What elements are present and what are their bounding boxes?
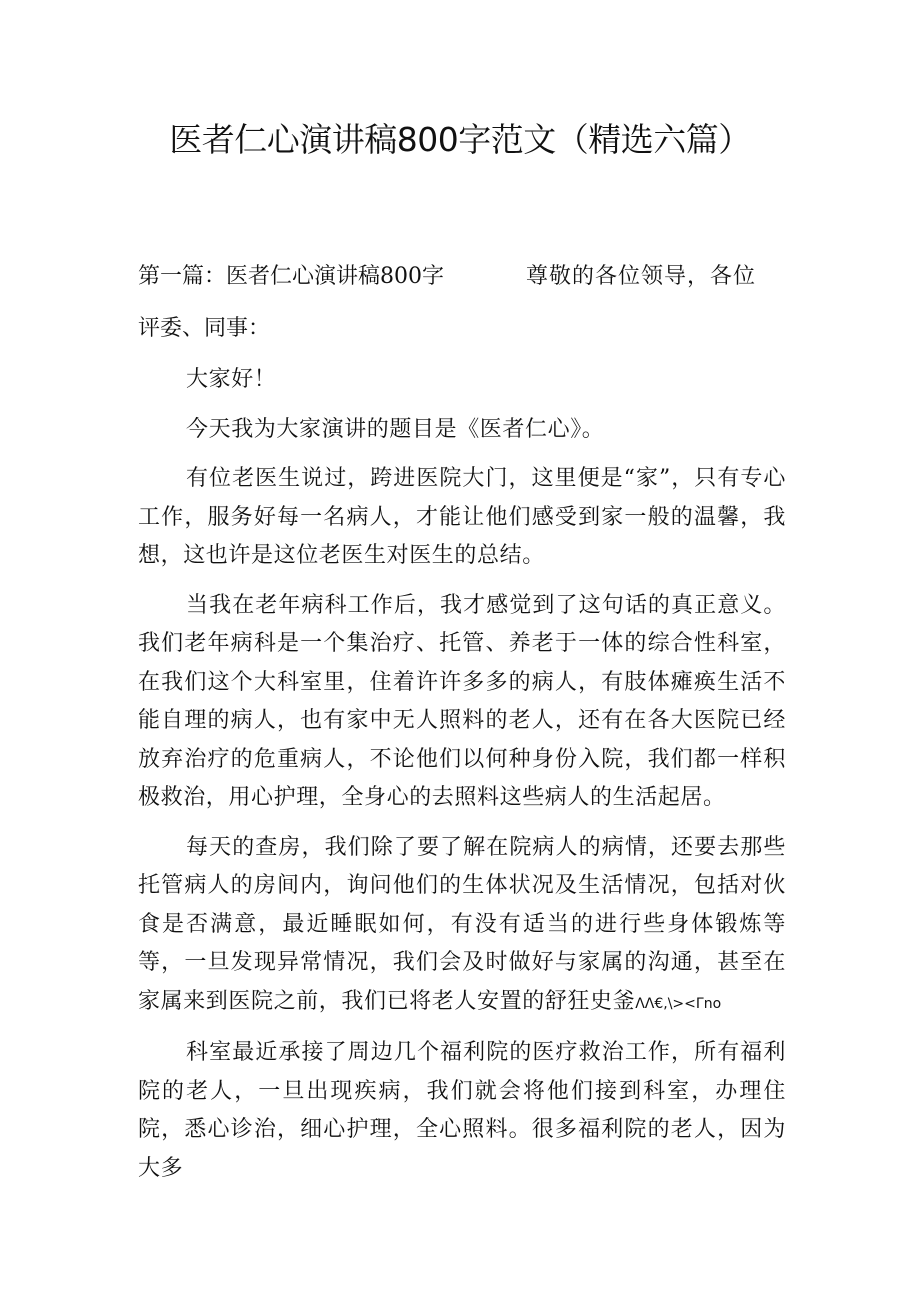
paragraph-daily-rounds-text: 每天的查房，我们除了要了解在院病人的病情，还要去那些托管病人的房间内，询问他们的生体状况及生活情况，包括对伙食是否满意，最近睡眠如何，有没有适当的进行些身体锻炼等等，一旦发现异常情况，我们会及时做好与家属的沟通，甚至在家属来到医院之前，我们已将老人安置的舒狂史釜	[138, 834, 786, 1014]
paragraph-geriatrics: 当我在老年病科工作后，我才感觉到了这句话的真正意义。我们老年病科是一个集治疗、托管、养老于一体的综合性科室，在我们这个大科室里，住着许许多多的病人，有肢体瘫痪生活不能自理的病人，也有家中无人照料的老人，还有在各大医院已经放弃治疗的危重病人，不论他们以何种身份入院，我们都一样积极救治，用心护理，全身心的去照料这些病人的生活起居。	[138, 592, 786, 810]
paragraph-topic: 今天我为大家演讲的题目是《医者仁心》。	[186, 416, 605, 442]
greeting-continuation: 评委、同事：	[138, 316, 271, 341]
part-title: 第一篇：医者仁心演讲稿800字	[138, 264, 444, 289]
garbled-text: ΛΛ€,\><Γno	[635, 995, 722, 1012]
heading-row	[138, 256, 786, 298]
paragraph-hello: 大家好！	[186, 367, 277, 392]
paragraph-welfare: 科室最近承接了周边几个福利院的医疗救治工作，所有福利院的老人，一旦出现疾病，我们就会将他们接到科室，办理住院，悉心诊治，细心护理，全心照料。很多福利院的老人，因为大多	[138, 1040, 786, 1181]
paragraph-daily-rounds	[138, 829, 786, 1024]
document-body	[138, 256, 786, 1188]
paragraph-old-doctor: 有位老医生说过，跨进医院大门，这里便是“家”，只有专心工作，服务好每一名病人，才能让他们感受到家一般的温馨，我想，这也许是这位老医生对医生的总结。	[138, 466, 786, 568]
greeting-start: 尊敬的各位领导，各位	[526, 264, 757, 289]
document-title: 医者仁心演讲稿800字范文（精选六篇）	[169, 120, 751, 159]
